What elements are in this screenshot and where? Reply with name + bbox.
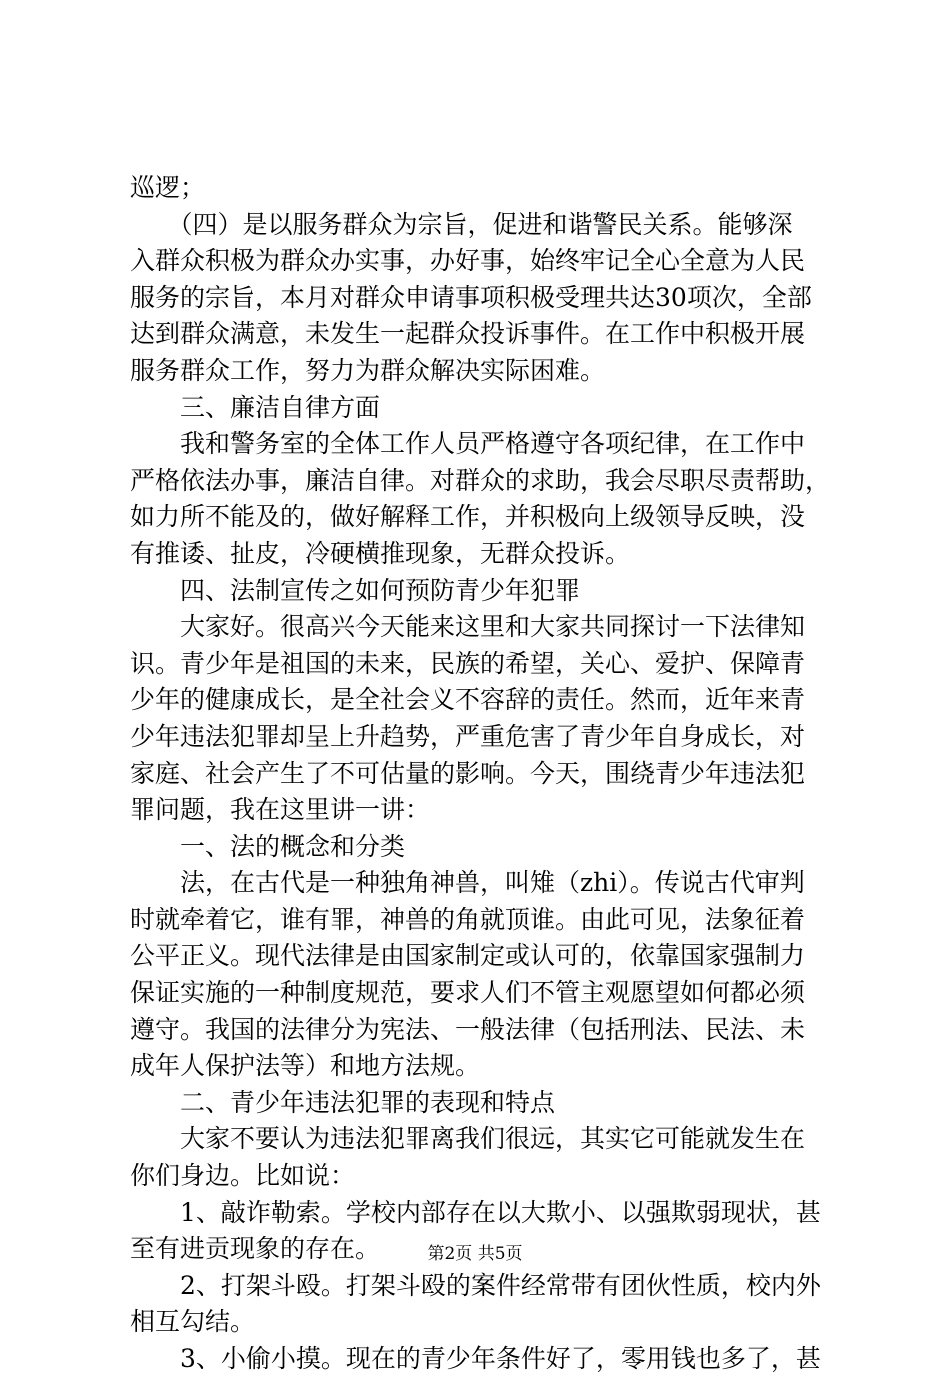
text-line: 你们身边。比如说： <box>130 1161 356 1191</box>
text-line: 至有进贡现象的存在。 <box>130 1234 381 1264</box>
text-line: 成年人保护法等）和地方法规。 <box>130 1051 481 1081</box>
text-line: 罪问题，我在这里讲一讲： <box>130 795 431 825</box>
text-line: （四）是以服务群众为宗旨，促进和谐警民关系。能够深 <box>130 209 793 239</box>
list-item: 3、小偷小摸。现在的青少年条件好了，零用钱也多了，甚 <box>130 1344 821 1373</box>
section-heading: 四、法制宣传之如何预防青少年犯罪 <box>130 575 581 605</box>
text-line: 法，在古代是一种独角神兽，叫雉（zhi）。传说古代审判 <box>130 868 805 898</box>
text-line: 保证实施的一种制度规范，要求人们不管主观愿望如何都必须 <box>130 978 806 1008</box>
text-line: 严格依法办事，廉洁自律。对群众的求助，我会尽职尽责帮助， <box>130 465 831 495</box>
text-line: 时就牵着它，谁有罪，神兽的角就顶谁。由此可见，法象征着 <box>130 904 806 934</box>
text-line: 有推诿、扯皮，冷硬横推现象，无群众投诉。 <box>130 538 631 568</box>
text-line: 相互勾结。 <box>130 1307 256 1337</box>
section-heading: 三、廉洁自律方面 <box>130 392 381 422</box>
text-line: 大家不要认为违法犯罪离我们很远，其实它可能就发生在 <box>130 1124 806 1154</box>
text-line: 少年的健康成长，是全社会义不容辞的责任。然而，近年来青 <box>130 685 806 715</box>
text-line: 我和警务室的全体工作人员严格遵守各项纪律，在工作中 <box>130 429 806 459</box>
list-item: 2、打架斗殴。打架斗殴的案件经常带有团伙性质，校内外 <box>130 1270 821 1300</box>
text-line: 识。青少年是祖国的未来，民族的希望，关心、爱护、保障青 <box>130 648 806 678</box>
page-number: 第2页 共5页 <box>427 1244 523 1264</box>
text-line: 达到群众满意，未发生一起群众投诉事件。在工作中积极开展 <box>130 319 806 349</box>
section-heading: 一、法的概念和分类 <box>130 831 406 861</box>
text-line: 如力所不能及的，做好解释工作，并积极向上级领导反映，没 <box>130 502 806 532</box>
text-line: 少年违法犯罪却呈上升趋势，严重危害了青少年自身成长，对 <box>130 721 806 751</box>
text-line: 服务的宗旨，本月对群众申请事项积极受理共达30项次，全部 <box>130 282 812 312</box>
text-line: 公平正义。现代法律是由国家制定或认可的，依靠国家强制力 <box>130 941 806 971</box>
text-line: 家庭、社会产生了不可估量的影响。今天，围绕青少年违法犯 <box>130 758 806 788</box>
text-line: 大家好。很高兴今天能来这里和大家共同探讨一下法律知 <box>130 612 806 642</box>
text-line: 服务群众工作，努力为群众解决实际困难。 <box>130 355 606 385</box>
text-line: 巡逻； <box>130 173 206 202</box>
document-body <box>130 170 830 1378</box>
text-line: 遵守。我国的法律分为宪法、一般法律（包括刑法、民法、未 <box>130 1014 806 1044</box>
list-item: 1、敲诈勒索。学校内部存在以大欺小、以强欺弱现状，甚 <box>130 1197 821 1227</box>
section-heading: 二、青少年违法犯罪的表现和特点 <box>130 1087 556 1117</box>
text-line: 入群众积极为群众办实事，办好事，始终牢记全心全意为人民 <box>130 246 806 276</box>
